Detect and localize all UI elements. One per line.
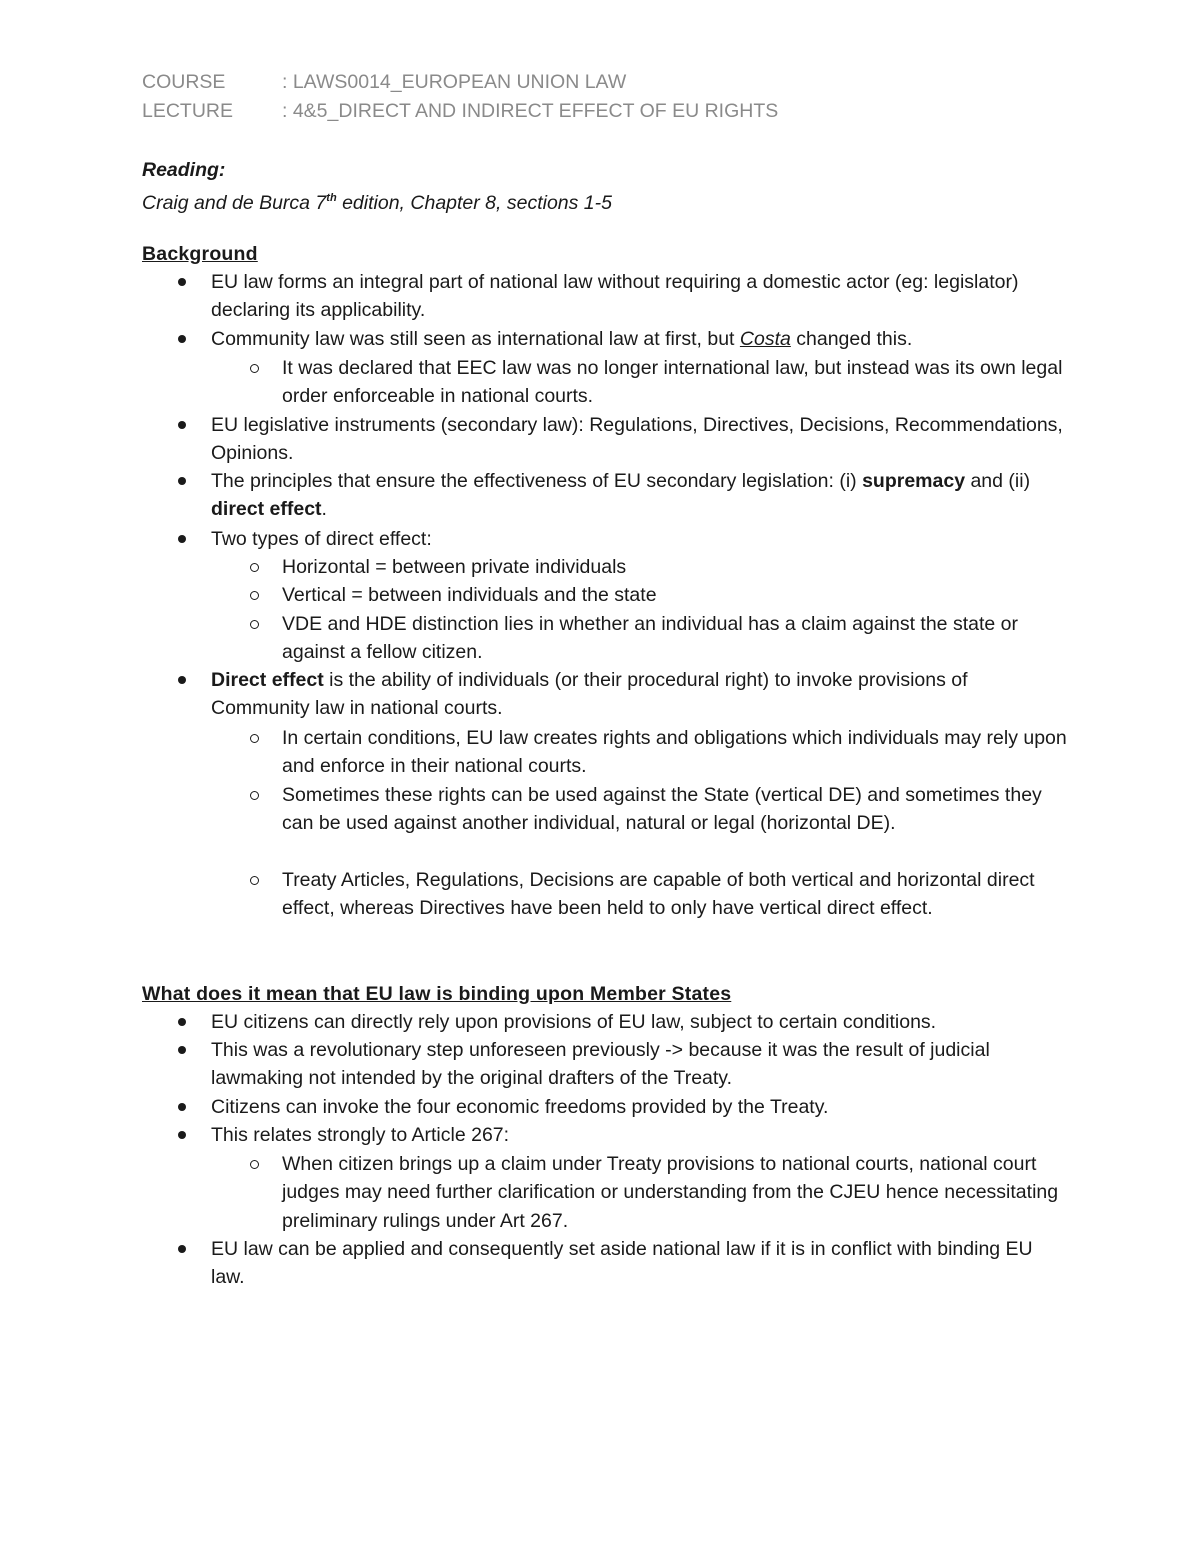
list-item-text: EU law forms an integral part of national law without requiring a domestic actor (eg: legislator) declaring its applicability. [211, 271, 1019, 322]
sub-list-item [282, 866, 1072, 923]
bullet-icon [178, 421, 186, 429]
sub-list-item [282, 610, 1072, 667]
list-item [211, 268, 1071, 325]
list-item [211, 1008, 1071, 1036]
sub-list-item-text: Sometimes these rights can be used against the State (vertical DE) and sometimes they can be used against another individual, natural or legal (horizontal DE). [282, 784, 1042, 835]
list-item [211, 1093, 1071, 1121]
list-item-text: EU law can be applied and consequently set aside national law if it is in conflict with binding EU law. [211, 1238, 1033, 1289]
lecture-value: : 4&5_DIRECT AND INDIRECT EFFECT OF EU RIGHTS [282, 100, 779, 122]
bullet-icon [178, 1046, 186, 1054]
bullet-icon [178, 278, 186, 286]
bullet-icon [178, 335, 186, 343]
reading-reference [142, 184, 612, 217]
list-item-text: EU legislative instruments (secondary law): Regulations, Directives, Decisions, Recommendations, Opinions. [211, 414, 1063, 465]
lecture-label: LECTURE [142, 100, 234, 122]
course-value: : LAWS0014_EUROPEAN UNION LAW [282, 71, 627, 93]
list-item-text: This was a revolutionary step unforeseen previously -> because it was the result of judicial lawmaking not intended by the original drafters of the Treaty. [211, 1039, 990, 1090]
list-item [211, 666, 1071, 723]
list-item-text: is the ability of individuals (or their procedural right) to invoke provisions of Community law in national courts. [211, 669, 968, 720]
sub-list-item [282, 1150, 1072, 1235]
list-item [211, 411, 1071, 468]
reading-superscript: th [326, 192, 337, 204]
list-item [211, 1121, 1071, 1149]
course-line [142, 68, 626, 96]
list-item-text: Two types of direct effect: [211, 528, 432, 550]
sub-list-item [282, 781, 1072, 838]
sub-list-item-text: When citizen brings up a claim under Treaty provisions to national courts, national court judges may need further clarification or understanding from the CJEU hence necessitating preliminary rulings under Art 267. [282, 1153, 1059, 1232]
lecture-line [142, 97, 778, 125]
sub-list-item-text: VDE and HDE distinction lies in whether an individual has a claim against the state or against a fellow citizen. [282, 613, 1018, 664]
bullet-icon [178, 1103, 186, 1111]
sub-list-item-text: It was declared that EEC law was no longer international law, but instead was its own legal order enforceable in national courts. [282, 357, 1063, 408]
course-label: COURSE [142, 71, 226, 93]
reading-text-end: edition, Chapter 8, sections 1-5 [336, 192, 612, 214]
sub-list-item-text: In certain conditions, EU law creates rights and obligations which individuals may rely upon and enforce in their national courts. [282, 727, 1067, 778]
list-item [211, 325, 1071, 353]
circle-bullet-icon [250, 563, 259, 572]
bold-term: Direct effect [211, 669, 324, 691]
circle-bullet-icon [250, 791, 259, 800]
list-item-text: and (ii) [965, 470, 1031, 492]
list-item-text: The principles that ensure the effectiveness of EU secondary legislation: (i) [211, 470, 863, 492]
list-item [211, 1036, 1071, 1093]
background-heading: Background [142, 243, 258, 265]
bold-term: direct effect [211, 498, 322, 521]
circle-bullet-icon [250, 620, 259, 629]
bullet-icon [178, 1018, 186, 1026]
list-item-text: EU citizens can directly rely upon provisions of EU law, subject to certain conditions. [211, 1011, 937, 1033]
list-item [211, 525, 1071, 553]
bullet-icon [178, 1131, 186, 1139]
circle-bullet-icon [250, 876, 259, 885]
list-item-text: Community law was still seen as international law at first, but [211, 328, 740, 350]
sub-list-item-text: Treaty Articles, Regulations, Decisions are capable of both vertical and horizontal direct effect, whereas Directives have been held to only have vertical direct effect. [282, 869, 1035, 920]
reading-text-start: Craig and de Burca 7 [142, 192, 327, 214]
sub-list-item [282, 354, 1072, 411]
bullet-icon [178, 1245, 186, 1253]
sub-list-item [282, 724, 1072, 781]
circle-bullet-icon [250, 1160, 259, 1169]
sub-list-item [282, 553, 1072, 581]
circle-bullet-icon [250, 591, 259, 600]
list-item-text: Citizens can invoke the four economic freedoms provided by the Treaty. [211, 1096, 829, 1118]
circle-bullet-icon [250, 364, 259, 373]
circle-bullet-icon [250, 734, 259, 743]
bullet-icon [178, 535, 186, 543]
case-name: Costa [739, 328, 791, 350]
binding-heading: What does it mean that EU law is binding upon Member States [142, 983, 732, 1005]
list-item [211, 467, 1071, 524]
bold-term: supremacy [862, 470, 966, 492]
list-item-text: changed this. [790, 328, 913, 350]
list-item [211, 1235, 1071, 1292]
sub-list-item-text: Horizontal = between private individuals [282, 556, 627, 578]
bullet-icon [178, 676, 186, 684]
sub-list-item [282, 581, 1072, 609]
reading-title: Reading: [142, 159, 226, 181]
sub-list-item-text: Vertical = between individuals and the state [282, 584, 657, 606]
list-item-text: . [321, 498, 327, 521]
bullet-icon [178, 477, 186, 485]
list-item-text: This relates strongly to Article 267: [211, 1124, 510, 1146]
